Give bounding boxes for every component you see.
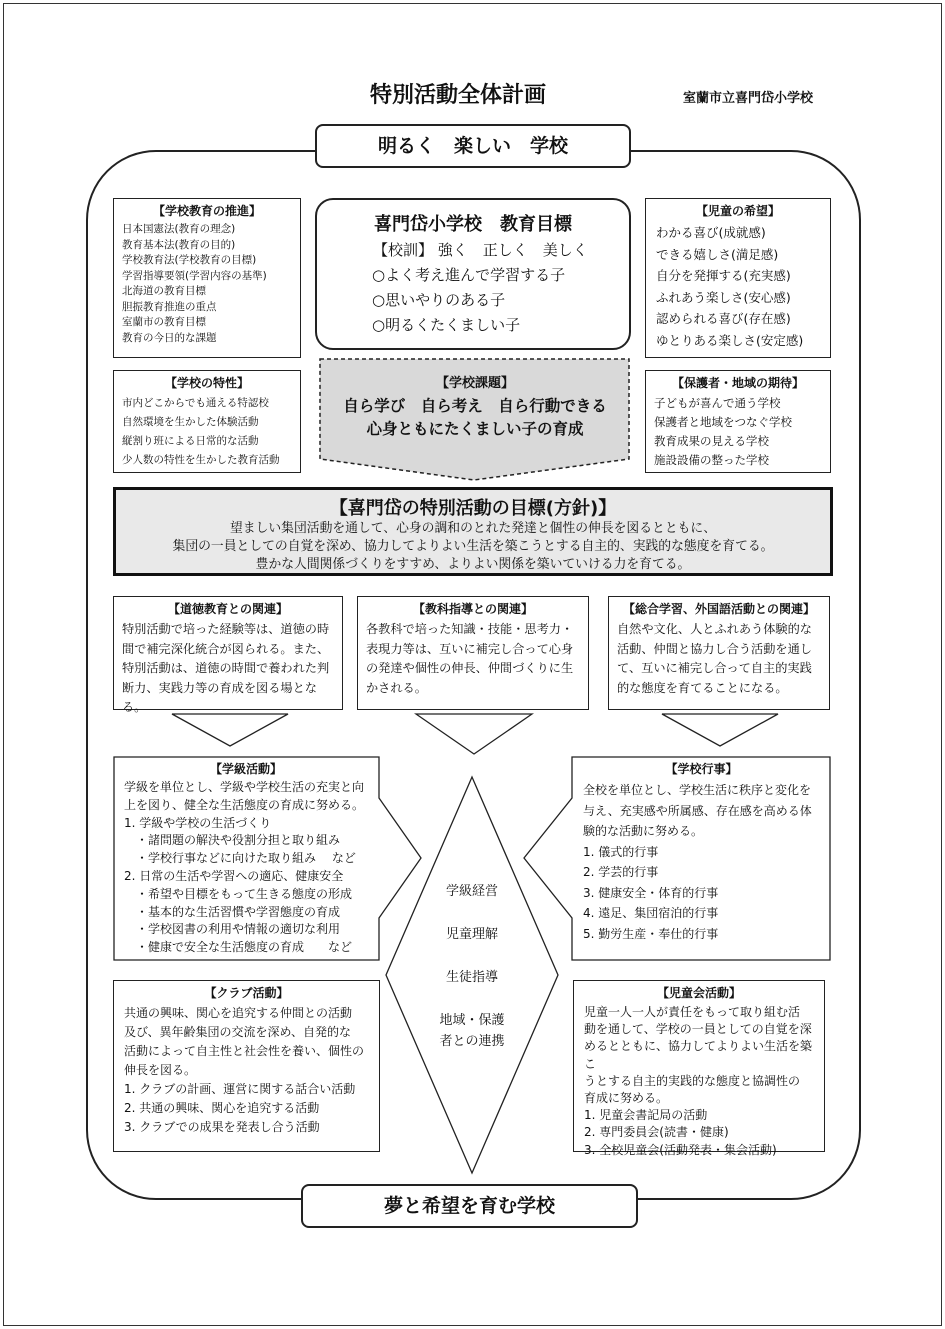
wishes-list (646, 222, 830, 351)
list-item: 3. クラブでの成果を発表し合う活動 (124, 1120, 320, 1134)
list-item: 1. 儀式的行事 (583, 844, 659, 859)
list-item: できる嬉しさ(満足感) (656, 246, 779, 262)
goal-line: ○明るくたくましい子 (372, 316, 521, 334)
events-list (573, 780, 830, 944)
list-item: 教育成果の見える学校 (654, 434, 769, 448)
traits-list (114, 394, 300, 470)
list-item: ・学校行事などに向けた取り組み など (124, 851, 356, 866)
down-arrow-icon (414, 712, 534, 756)
list-item: 2. 学芸的行事 (583, 865, 659, 879)
list-item: 4. 遠足、集団宿泊的行事 (583, 906, 719, 920)
list-item: 室蘭市の教育目標 (122, 316, 206, 328)
task-line: 自ら学び 自ら考え 自ら行動できる (343, 397, 607, 415)
integrated-title: 【総合学習、外国語活動との関連】 (622, 602, 815, 616)
list-item: ・希望や目標をもって生きる態度の形成 (124, 886, 353, 901)
goal-line: ○思いやりのある子 (372, 291, 506, 309)
policy-box (113, 487, 833, 576)
school-motto: 【校訓】 強く 正しく 美しく (373, 241, 588, 259)
list-item: 験的な活動に努める。 (583, 824, 704, 838)
list-item: 全校を単位とし、学校生活に秩序と変化を (583, 783, 812, 797)
center-item: 地域・保護 (439, 1013, 505, 1028)
policy-line: 望ましい集団活動を通して、心身の調和のとれた発達と個性の伸長を図るとともに、 (229, 521, 717, 536)
council-list (574, 1004, 824, 1159)
integrated-text: 自然や文化、人とふれあう体験的な活動、仲間と協力し合う活動を通して、互いに補完し合って自主的実践的な態度を育てることになる。 (617, 622, 812, 695)
promotion-list (114, 222, 300, 346)
events-box (573, 760, 830, 944)
list-item: 上を図り、健全な生活態度の育成に努める。 (124, 797, 365, 812)
list-item: ・基本的な生活習慣や学習態度の育成 (124, 904, 341, 919)
subject-title: 【教科指導との関連】 (412, 602, 533, 616)
list-item: 2. 専門委員会(読書・健康) (584, 1125, 729, 1140)
task-block (330, 372, 620, 441)
center-item: 生徒指導 (445, 970, 498, 985)
traits-title: 【学校の特性】 (164, 376, 249, 390)
list-item: 児童一人一人が責任をもって取り組む活 (584, 1005, 801, 1019)
list-item: 子どもが喜んで通う学校 (654, 396, 781, 410)
goal-line: ○よく考え進んで学習する子 (372, 266, 566, 284)
list-item: ・学校図書の利用や情報の適切な利用 (124, 922, 341, 937)
page-title: 特別活動全体計画 (370, 83, 547, 108)
center-item: 児童理解 (445, 927, 498, 942)
list-item: 1. 学級や学校の生活づくり (124, 815, 272, 830)
list-item: 1. クラブの計画、運営に関する話合い活動 (124, 1082, 356, 1096)
moral-text: 特別活動で培った経験等は、道徳の時間で補完深化統合が図られる。また、特別活動は、道徳の時間で養われた判断力、実践力等の育成を図る場となる。 (122, 622, 330, 714)
club-box (113, 980, 380, 1152)
expectations-box (645, 370, 831, 473)
list-item: 施設設備の整った学校 (654, 453, 769, 467)
list-item: 共通の興味、関心を追究する仲間との活動 (124, 1006, 353, 1020)
list-item: 学校教育法(学校教育の目標) (122, 254, 257, 266)
expectations-list (646, 394, 830, 470)
down-arrow-icon (660, 712, 780, 748)
club-title: 【クラブ活動】 (204, 986, 289, 1000)
list-item: うとする自主的実践的な態度と協調性の (584, 1073, 801, 1088)
events-title: 【学校行事】 (665, 762, 738, 776)
list-item: 市内どこからでも通える特認校 (122, 397, 269, 409)
moral-box (113, 596, 343, 714)
promotion-title: 【学校教育の推進】 (152, 204, 261, 218)
integrated-box (608, 596, 830, 710)
list-item: 伸長を図る。 (124, 1063, 197, 1077)
list-item: 及び、異年齢集団の交流を深め、自発的な (124, 1025, 352, 1039)
list-item: 教育基本法(教育の目的) (122, 238, 236, 251)
list-item: 5. 勤労生産・奉仕的行事 (583, 926, 719, 941)
list-item: 自分を発揮する(充実感) (656, 268, 791, 283)
class-activity-list (114, 779, 378, 957)
council-title: 【児童会活動】 (656, 986, 741, 1000)
task-title: 【学校課題】 (435, 376, 514, 391)
traits-box (113, 370, 301, 473)
list-item: 保護者と地域をつなぐ学校 (654, 415, 792, 429)
down-arrow-icon (170, 712, 290, 748)
class-activity-title: 【学級活動】 (209, 762, 282, 776)
list-item: 1. 児童会書記局の活動 (584, 1108, 708, 1123)
policy-title: 【喜門岱の特別活動の目標(方針)】 (329, 498, 617, 519)
list-item: 学級を単位とし、学級や学校生活の充実と向 (124, 780, 365, 794)
list-item: 自然環境を生かした体験活動 (122, 416, 259, 428)
list-item: めるとともに、協力してよりよい生活を築こ (584, 1039, 813, 1071)
policy-line: 豊かな人間関係づくりをすすめ、よりよい関係を築いていける力を育てる。 (255, 557, 691, 572)
promotion-box (113, 198, 301, 358)
list-item: 育成に努める。 (584, 1091, 669, 1106)
list-item: 少人数の特性を生かした教育活動 (122, 454, 280, 466)
list-item: 学習指導要領(学習内容の基準) (122, 269, 267, 282)
moral-title: 【道徳教育との関連】 (167, 602, 288, 616)
list-item: ゆとりある楽しさ(安定感) (656, 332, 804, 348)
education-goal-box (315, 198, 631, 350)
list-item: 胆振教育推進の重点 (122, 300, 217, 313)
list-item: 2. 日常の生活や学習への適応、健康安全 (124, 868, 344, 883)
subject-box (357, 596, 589, 710)
center-item: 学級経営 (445, 884, 498, 899)
list-item: 2. 共通の興味、関心を追究する活動 (124, 1101, 320, 1115)
list-item: わかる喜び(成就感) (656, 225, 766, 240)
wishes-title: 【児童の希望】 (695, 204, 780, 218)
list-item: ・健康で安全な生活態度の育成 など (124, 940, 353, 955)
list-item: 3. 全校児童会(活動発表・集会活動) (584, 1142, 777, 1157)
bottom-motto: 夢と希望を育む学校 (301, 1184, 638, 1228)
list-item: 与え、充実感や所属感、存在感を高める体 (583, 803, 812, 818)
list-item: 活動によって自主性と社会性を養い、個性の (124, 1044, 365, 1058)
list-item: 3. 健康安全・体育的行事 (583, 885, 719, 900)
council-box (573, 980, 825, 1157)
club-list (114, 1004, 379, 1137)
school-name: 室蘭市立喜門岱小学校 (683, 91, 814, 106)
list-item: ・諸問題の解決や役割分担と取り組み (124, 833, 341, 848)
class-activity-box (114, 760, 378, 957)
list-item: 日本国憲法(教育の理念) (122, 223, 236, 235)
center-item: 者との連携 (439, 1034, 505, 1049)
list-item: 縦割り班による日常的な活動 (122, 435, 259, 447)
list-item: 動を通して、学校の一員としての自覚を深 (584, 1022, 812, 1037)
list-item: 教育の今日的な課題 (122, 331, 217, 344)
expectations-title: 【保護者・地域の期待】 (671, 376, 804, 390)
subject-text: 各教科で培った知識・技能・思考力・表現力等は、互いに補完し合って心身の発達や個性の伸長、仲間づくりに生かされる。 (366, 622, 574, 695)
education-goal-title: 喜門岱小学校 教育目標 (374, 214, 572, 235)
list-item: 北海道の教育目標 (122, 285, 206, 297)
task-line: 心身ともにたくましい子の育成 (366, 420, 584, 438)
top-motto: 明るく 楽しい 学校 (315, 124, 631, 168)
wishes-box (645, 198, 831, 358)
policy-line: 集団の一員としての自覚を深め、協力してよりよい生活を築こうとする自主的、実践的な態度を育てる。 (172, 539, 774, 554)
list-item: ふれあう楽しさ(安心感) (656, 289, 791, 305)
list-item: 認められる喜び(存在感) (656, 311, 791, 326)
